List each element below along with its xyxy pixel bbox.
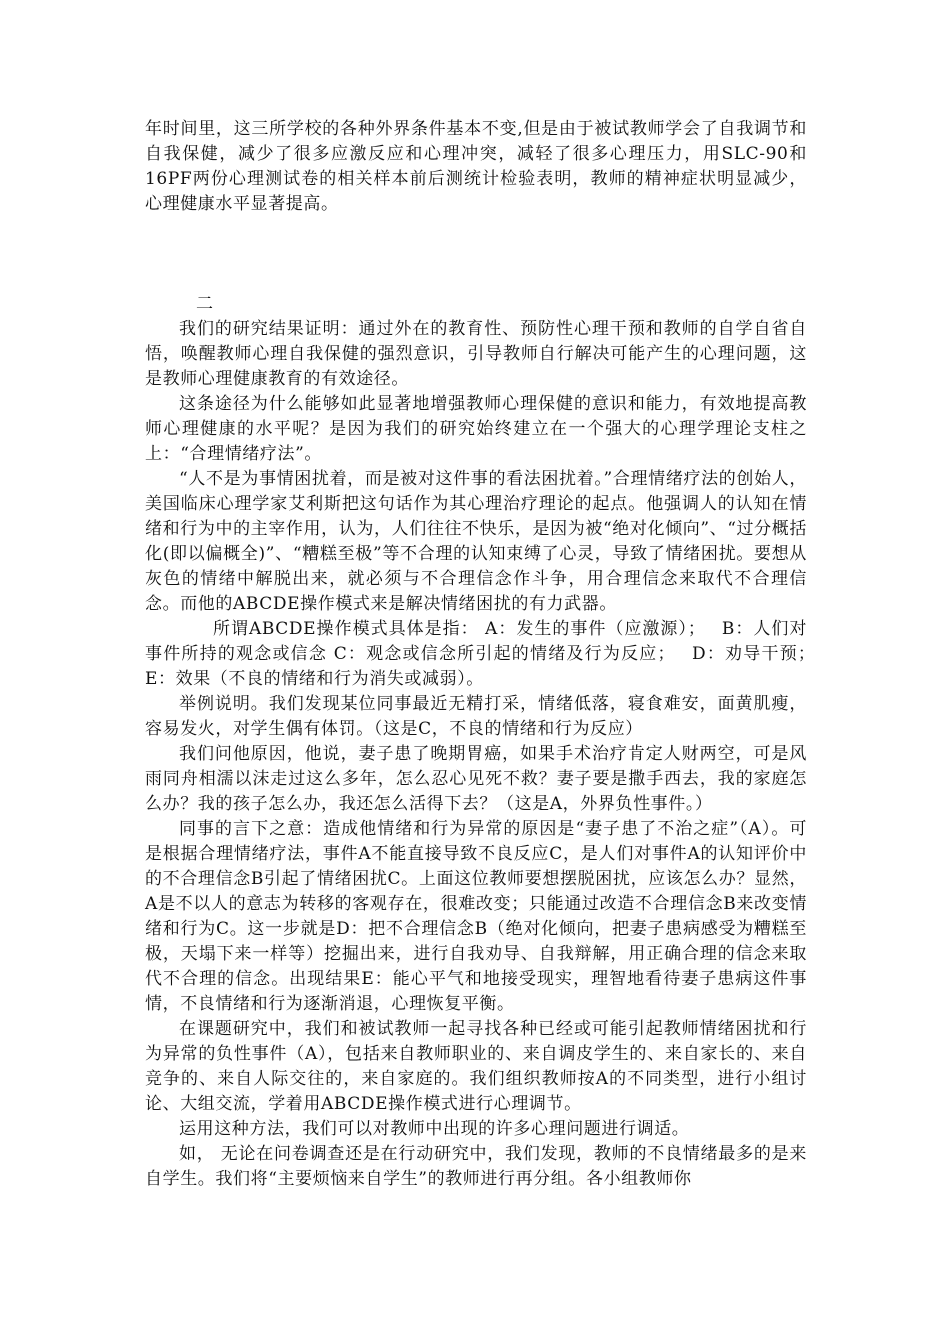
paragraph-research-result: 我们的研究结果证明：通过外在的教育性、预防性心理干预和教师的自学自省自悟，唤醒教师心理自我保健的强烈意识，引导教师自行解决可能产生的心理问题，这是教师心理健康教育的有效途径。 — [145, 319, 807, 389]
paragraph-example-a: 我们问他原因，他说，妻子患了晚期胃癌，如果手术治疗肯定人财两空，可是风雨同舟相濡以沫走过这么多年，怎么忍心见死不救？妻子要是撒手西去，我的家庭怎么办？我的孩子怎么办，我还怎么活得下去？（这是A，外界负性事件。） — [145, 744, 807, 814]
paragraph-theory-pillar: 这条途径为什么能够如此显著地增强教师心理保健的意识和能力，有效地提高教师心理健康的水平呢？是因为我们的研究始终建立在一个强大的心理学理论支柱之上：“合理情绪疗法”。 — [145, 394, 807, 464]
paragraph-abcde-model: 所谓ABCDE操作模式具体是指： A：发生的事件（应激源）； B：人们对事件所持的观念或信念 C：观念或信念所引起的情绪及行为反应； D：劝导干预； E：效果（不良的情绪和行为消失或减弱）。 — [145, 619, 849, 689]
paragraph-example-c: 举例说明。我们发现某位同事最近无精打采，情绪低落，寝食难安，面黄肌瘦，容易发火，对学生偶有体罚。（这是C，不良的情绪和行为反应） — [145, 694, 807, 739]
document-body — [145, 117, 849, 1192]
paragraph-analysis: 同事的言下之意：造成他情绪和行为异常的原因是“妻子患了不治之症”（A）。可是根据合理情绪疗法，事件A不能直接导致不良反应C，是人们对事件A的认知评价中的不合理信念B引起了情绪困扰C。上面这位教师要想摆脱困扰，应该怎么办？显然，A是不以人的意志为转移的客观存在，很难改变；只能通过改造不合理信念B来改变情绪和行为C。这一步就是D：把不合理信念B（绝对化倾向，把妻子患病感受为糟糕至极，天塌下来一样等）挖掘出来，进行自我劝导、自我辩解，用正确合理的信念来取代不合理的信念。出现结果E：能心平气和地接受现实，理智地看待妻子患病这件事情，不良情绪和行为逐渐消退，心理恢复平衡。 — [145, 819, 807, 1014]
paragraph-method-usage: 运用这种方法，我们可以对教师中出现的许多心理问题进行调适。 — [179, 1119, 690, 1139]
paragraph-student-source: 如， 无论在问卷调查还是在行动研究中，我们发现，教师的不良情绪最多的是来自学生。我们将“主要烦恼来自学生”的教师进行再分组。各小组教师你 — [145, 1144, 807, 1189]
paragraph-project-research: 在课题研究中，我们和被试教师一起寻找各种已经或可能引起教师情绪困扰和行为异常的负性事件（A），包括来自教师职业的、来自调皮学生的、来自家长的、来自竞争的、来自人际交往的，来自家庭的。我们组织教师按A的不同类型，进行小组讨论、大组交流，学着用ABCDE操作模式进行心理调节。 — [145, 1019, 807, 1114]
section-number: 二 — [196, 294, 214, 314]
paragraph-ellis-quote: “人不是为事情困扰着，而是被对这件事的看法困扰着。”合理情绪疗法的创始人，美国临床心理学家艾利斯把这句话作为其心理治疗理论的起点。他强调人的认知在情绪和行为中的主宰作用，认为，人们往往不快乐，是因为被“绝对化倾向”、“过分概括化(即以偏概全)”、“糟糕至极”等不合理的认知束缚了心灵，导致了情绪困扰。要想从灰色的情绪中解脱出来，就必须与不合理信念作斗争，用合理信念来取代不合理信念。而他的ABCDE操作模式来是解决情绪困扰的有力武器。 — [145, 469, 807, 614]
paragraph-continuation: 年时间里，这三所学校的各种外界条件基本不变,但是由于被试教师学会了自我调节和自我保健，减少了很多应激反应和心理冲突，减轻了很多心理压力，用SLC-90和16PF两份心理测试卷的相关样本前后测统计检验表明，教师的精神症状明显减少，心理健康水平显著提高。 — [145, 119, 807, 214]
